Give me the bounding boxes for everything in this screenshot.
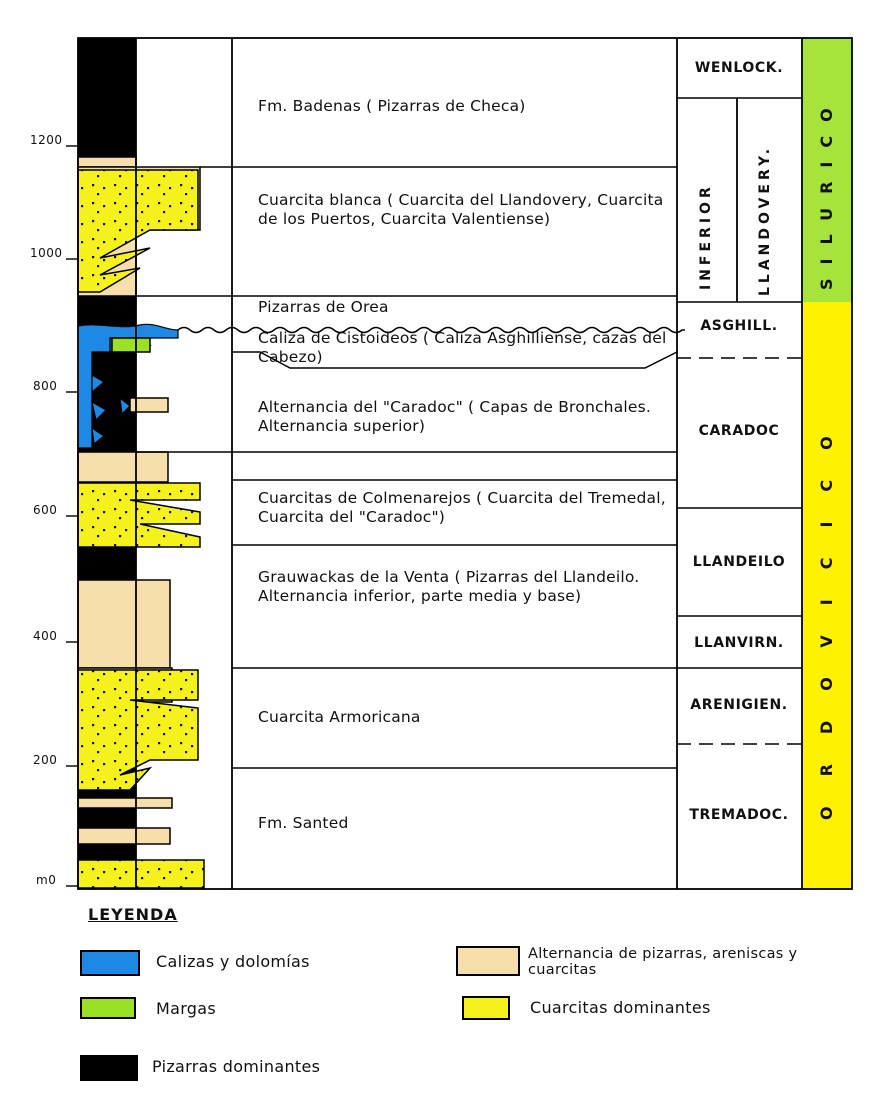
formation-label: Fm. Santed	[258, 814, 349, 832]
formation-label: Pizarras de Orea	[258, 298, 389, 316]
legend-label: Cuarcitas dominantes	[530, 998, 711, 1017]
y-tick-label: 400	[33, 629, 58, 643]
legend-swatch-alternation	[456, 946, 520, 976]
formation-label: Cuarcita Armoricana	[258, 708, 421, 726]
marl-bed	[112, 338, 150, 352]
period-label-silurico: SILURICO	[817, 94, 836, 290]
stage-separators	[677, 98, 802, 668]
legend-label: Alternancia de pizarras, areniscas y cuarcitas	[528, 946, 798, 978]
formation-label: Cuarcitas de Colmenarejos ( Cuarcita del Tremedal, Cuarcita del "Caradoc")	[258, 489, 666, 526]
period-label-ordovicico: ORDOVICICO	[817, 406, 836, 820]
y-tick-label: 200	[33, 753, 58, 767]
formation-label: Fm. Badenas ( Pizarras de Checa)	[258, 97, 526, 115]
y-tick-label: 1000	[30, 246, 63, 260]
legend-swatch-shale	[80, 1055, 138, 1081]
table-frame	[78, 38, 852, 889]
formation-label: Cuarcita blanca ( Cuarcita del Llandovery, Cuarcita de los Puertos, Cuarcita Valentiense)	[258, 191, 664, 228]
stage-label: CARADOC	[698, 423, 780, 439]
legend-swatch-limestone	[80, 950, 140, 976]
stage-label: LLANVIRN.	[694, 635, 784, 651]
stage-label: INFERIOR	[698, 183, 714, 290]
legend-label: Calizas y dolomías	[156, 952, 310, 971]
formation-separators	[136, 167, 677, 768]
stage-label: LLANDOVERY.	[757, 144, 773, 296]
y-tick-label: m0	[36, 873, 57, 887]
y-ticks	[66, 146, 78, 886]
stage-label: TREMADOC.	[689, 807, 789, 823]
formation-label: Caliza de Cistoideos ( Caliza Asghilliense, cazas del Cabezo)	[258, 329, 667, 366]
legend-label: Margas	[156, 999, 217, 1018]
stage-label: ASGHILL.	[700, 318, 778, 334]
legend-label: Pizarras dominantes	[152, 1057, 321, 1076]
formation-label: Alternancia del "Caradoc" ( Capas de Bronchales. Alternancia superior)	[258, 398, 652, 435]
stage-dashed-separators	[677, 358, 802, 744]
y-tick-label: 1200	[30, 133, 63, 147]
formation-label: Grauwackas de la Venta ( Pizarras del Llandeilo. Alternancia inferior, parte media y base)	[258, 568, 640, 605]
legend-swatch-quartzite	[462, 996, 510, 1020]
y-tick-label: 800	[33, 379, 58, 393]
stage-label: ARENIGIEN.	[690, 697, 788, 713]
legend-swatch-marl	[80, 997, 136, 1019]
legend-title: LEYENDA	[88, 905, 178, 924]
y-tick-label: 600	[33, 503, 58, 517]
stage-label: LLANDEILO	[692, 554, 786, 570]
stage-label: WENLOCK.	[694, 60, 784, 76]
quartzite-beds	[78, 170, 204, 888]
